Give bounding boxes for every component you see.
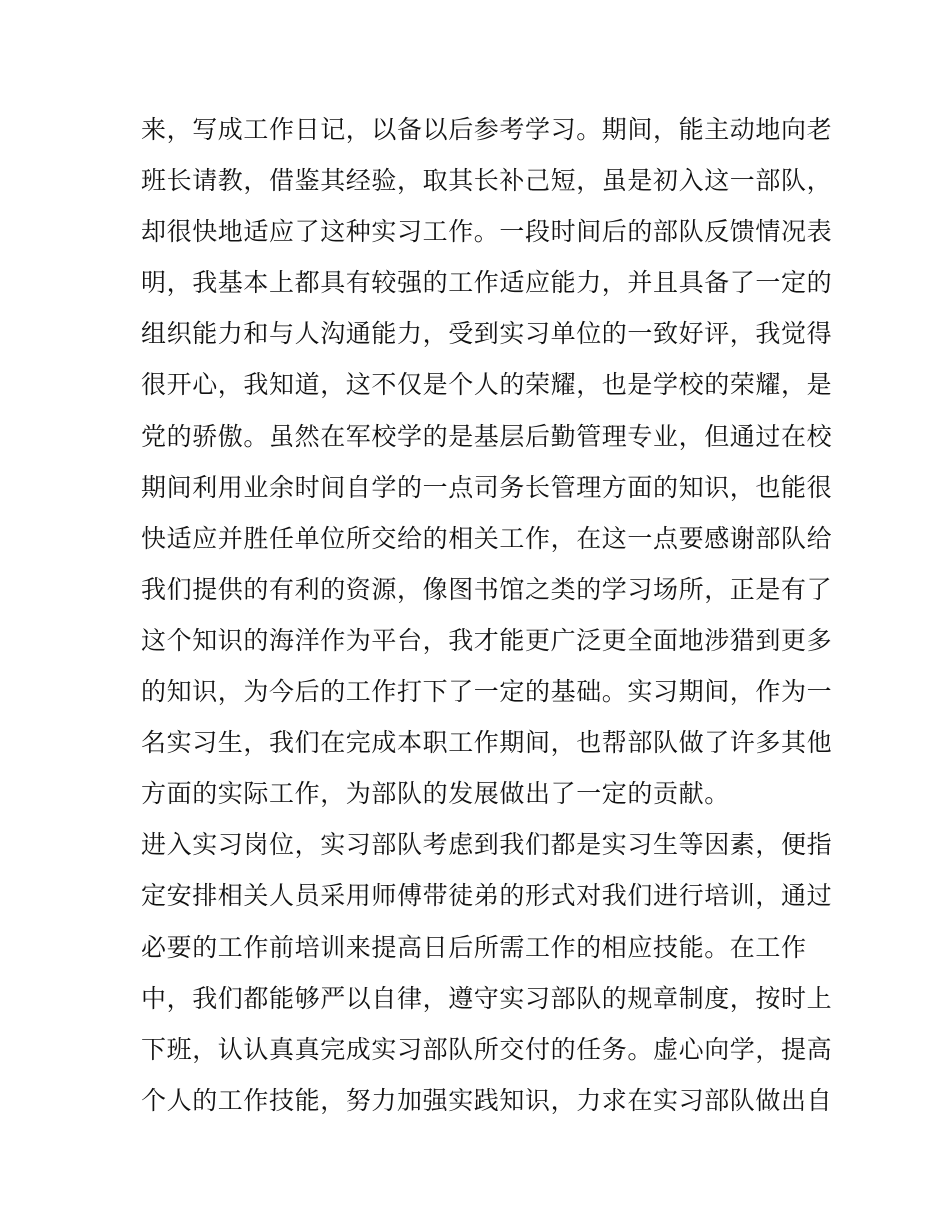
text-line: 方面的实际工作，为部队的发展做出了一定的贡献。 (141, 779, 730, 809)
text-line: 必要的工作前培训来提高日后所需工作的相应技能。在工作 (141, 932, 807, 962)
text-line: 很开心，我知道，这不仅是个人的荣耀，也是学校的荣耀，是 (141, 370, 833, 400)
text-line: 这个知识的海洋作为平台，我才能更广泛更全面地涉猎到更多 (141, 625, 833, 655)
text-line: 党的骄傲。虽然在军校学的是基层后勤管理专业，但通过在校 (141, 421, 833, 451)
text-line: 组织能力和与人沟通能力，受到实习单位的一致好评，我觉得 (141, 319, 833, 349)
text-line: 中，我们都能够严以自律，遵守实习部队的规章制度，按时上 (141, 983, 833, 1013)
text-line: 进入实习岗位，实习部队考虑到我们都是实习生等因素，便指 (141, 830, 833, 860)
text-line: 明，我基本上都具有较强的工作适应能力，并且具备了一定的 (141, 268, 833, 298)
text-line: 定安排相关人员采用师傅带徒弟的形式对我们进行培训，通过 (141, 881, 833, 911)
text-line: 下班，认认真真完成实习部队所交付的任务。虚心向学，提高 (141, 1034, 833, 1064)
text-line: 的知识，为今后的工作打下了一定的基础。实习期间，作为一 (141, 677, 833, 707)
text-line: 却很快地适应了这种实习工作。一段时间后的部队反馈情况表 (141, 217, 833, 247)
text-line: 快适应并胜任单位所交给的相关工作，在这一点要感谢部队给 (141, 523, 833, 553)
text-line: 我们提供的有利的资源，像图书馆之类的学习场所，正是有了 (141, 574, 833, 604)
text-line: 来，写成工作日记，以备以后参考学习。期间，能主动地向老 (141, 115, 833, 144)
text-line: 名实习生，我们在完成本职工作期间，也帮部队做了许多其他 (141, 728, 833, 758)
body-text (141, 104, 833, 1126)
text-line: 期间利用业余时间自学的一点司务长管理方面的知识，也能很 (141, 472, 833, 502)
text-line: 班长请教，借鉴其经验，取其长补己短，虽是初入这一部队， (141, 166, 833, 196)
text-line: 个人的工作技能，努力加强实践知识，力求在实习部队做出自 (141, 1085, 833, 1115)
